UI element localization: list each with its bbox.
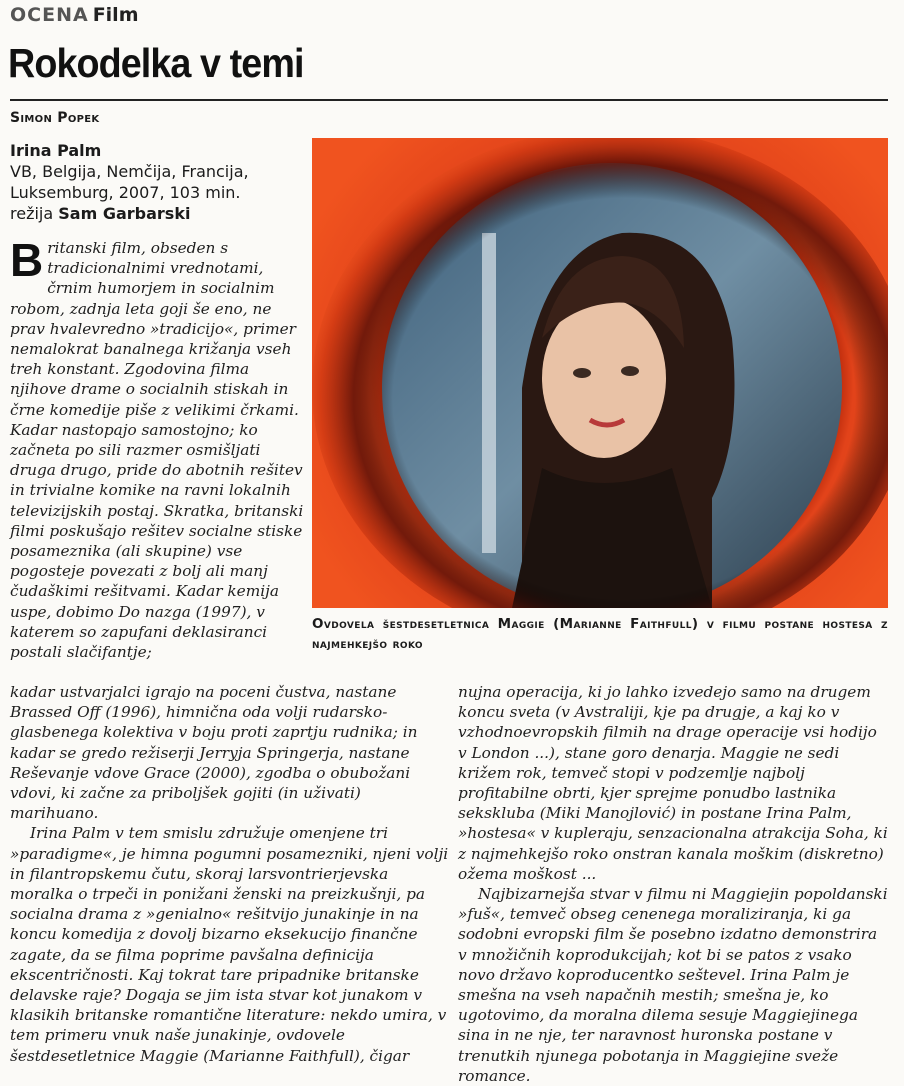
title-rule [10,99,888,101]
photo-caption: Ovdovela šestdesetletnica Maggie (Marianne Faithfull) v filmu postane hostesa z najmehkejšo roko [312,616,888,652]
article-column-1 [10,234,310,662]
director-label: režija [10,204,54,223]
paragraph-2-continued: nujna operacija, ki jo lahko izvedejo samo na drugem koncu sveta (v Avstraliji, kje pa drugje, a kaj ko v vzhodnoevropskih filmih na drage operacije vsi hodijo v London ...), stane goro denarja. Maggie ne sedi križem rok, temveč stopi v podzemlje najbolj profitabilne obrti, kjer sprejme ponudbo lastnika sekskluba (Miki Manojlović) in postane Irina Palm, »hostesa« v kupleraju, senzacionalna atrakcija Soha, ki z najmehkejšo roko onstran kanala moškim (diskretno) ožema moškost ... [458,683,888,883]
director-name: Sam Garbarski [58,204,191,223]
section-label: OCENA [10,4,89,26]
paragraph-2: Irina Palm v tem smislu združuje omenjene tri »paradigme«, je himna pogumni posamezniki, njeni volji in filantropskemu čutu, skoraj larsvontrierjevska moralka o trpeči in ponižani ženski na preizkušnji, pa socialna drama z »genialno« rešitvijo junakinje in na koncu komedija z dovolj bizarno eksekucijo finančne zagate, da se filma poprime pavšalna definicija ekscentričnosti. Kaj tokrat tare pripadnike britanske delavske raje? Dogaja se jim ista stvar kot junakom v klasikih britanske romantične literature: nekdo umira, v tem primeru vnuk naše junakinje, ovdovele šestdesetletnice Maggie (Marianne Faithfull), čigar [10,824,449,1065]
article-column-2 [458,682,888,1086]
drop-cap: B [10,234,44,286]
film-title: Irina Palm [10,141,102,160]
section-kicker [10,4,139,26]
paragraph-1-lead: ritanski film, obseden s tradicionalnimi vrednotami, črnim humorjem in socialnim robom, zadnja leta goji še eno, ne prav hvalevredno »tradicijo«, primer nemalokrat banalnega križanja vseh treh konstant. Zgodovina filma njihove drame o socialnih stiskah in črne komedije piše z velikimi črkami. Kadar nastopajo samostojno; ko začneta po sili razmer osmišljati druga drugo, pride do abotnih rešitev in trivialne komike na ravni lokalnih televizijskih postaj. Skratka, britanski filmi poskušajo rešitev socialne stiske posameznika (ali skupine) vse pogosteje povezati z bolj ali manj čudaškimi rešitvami. Kadar kemija uspe, dobimo Do nazga (1997), v katerem so zapufani deklasiranci postali slačifantje; [10,239,304,662]
author-byline: Simon Popek [10,110,100,126]
film-info-box [10,140,300,224]
category-label: Film [92,4,139,26]
film-still-photo [312,138,888,608]
paragraph-1-tail: kadar ustvarjalci igrajo na poceni čustva, nastane Brassed Off (1996), himnična oda volji rudarsko-glasbenega kolektiva v boju proti zaprtju rudnika; in kadar se gredo režiserji Jerryja Springerja, nastane Reševanje vdove Grace (2000), zgodba o obubožani vdovi, ki začne za priboljšek gojiti (in uživati) marihuano. [10,683,418,823]
photo-illustration [312,138,888,608]
film-director-line [10,203,300,224]
article-column-wide [10,682,450,1066]
paragraph-3: Najbizarnejša stvar v filmu ni Maggiejin popoldanski »fuš«, temveč obseg cenenega moraliziranja, ki ga sodobni evropski film še posebno izdatno demonstrira v množičnih koprodukcijah; kot bi se patos z vsako novo državo koproducentko seštevel. Irina Palm je smešna na vseh napačnih mestih; smešna je, ko ugotovimo, da moralna dilema sesuje Maggiejinega sina in ne nje, ter naravnost huronska postane v trenutkih njunega pobotanja in Maggiejine sveže romance. [458,885,888,1085]
article-title: Rokodelka v temi [8,40,304,86]
film-details: VB, Belgija, Nemčija, Francija, Luksemburg, 2007, 103 min. [10,162,249,202]
